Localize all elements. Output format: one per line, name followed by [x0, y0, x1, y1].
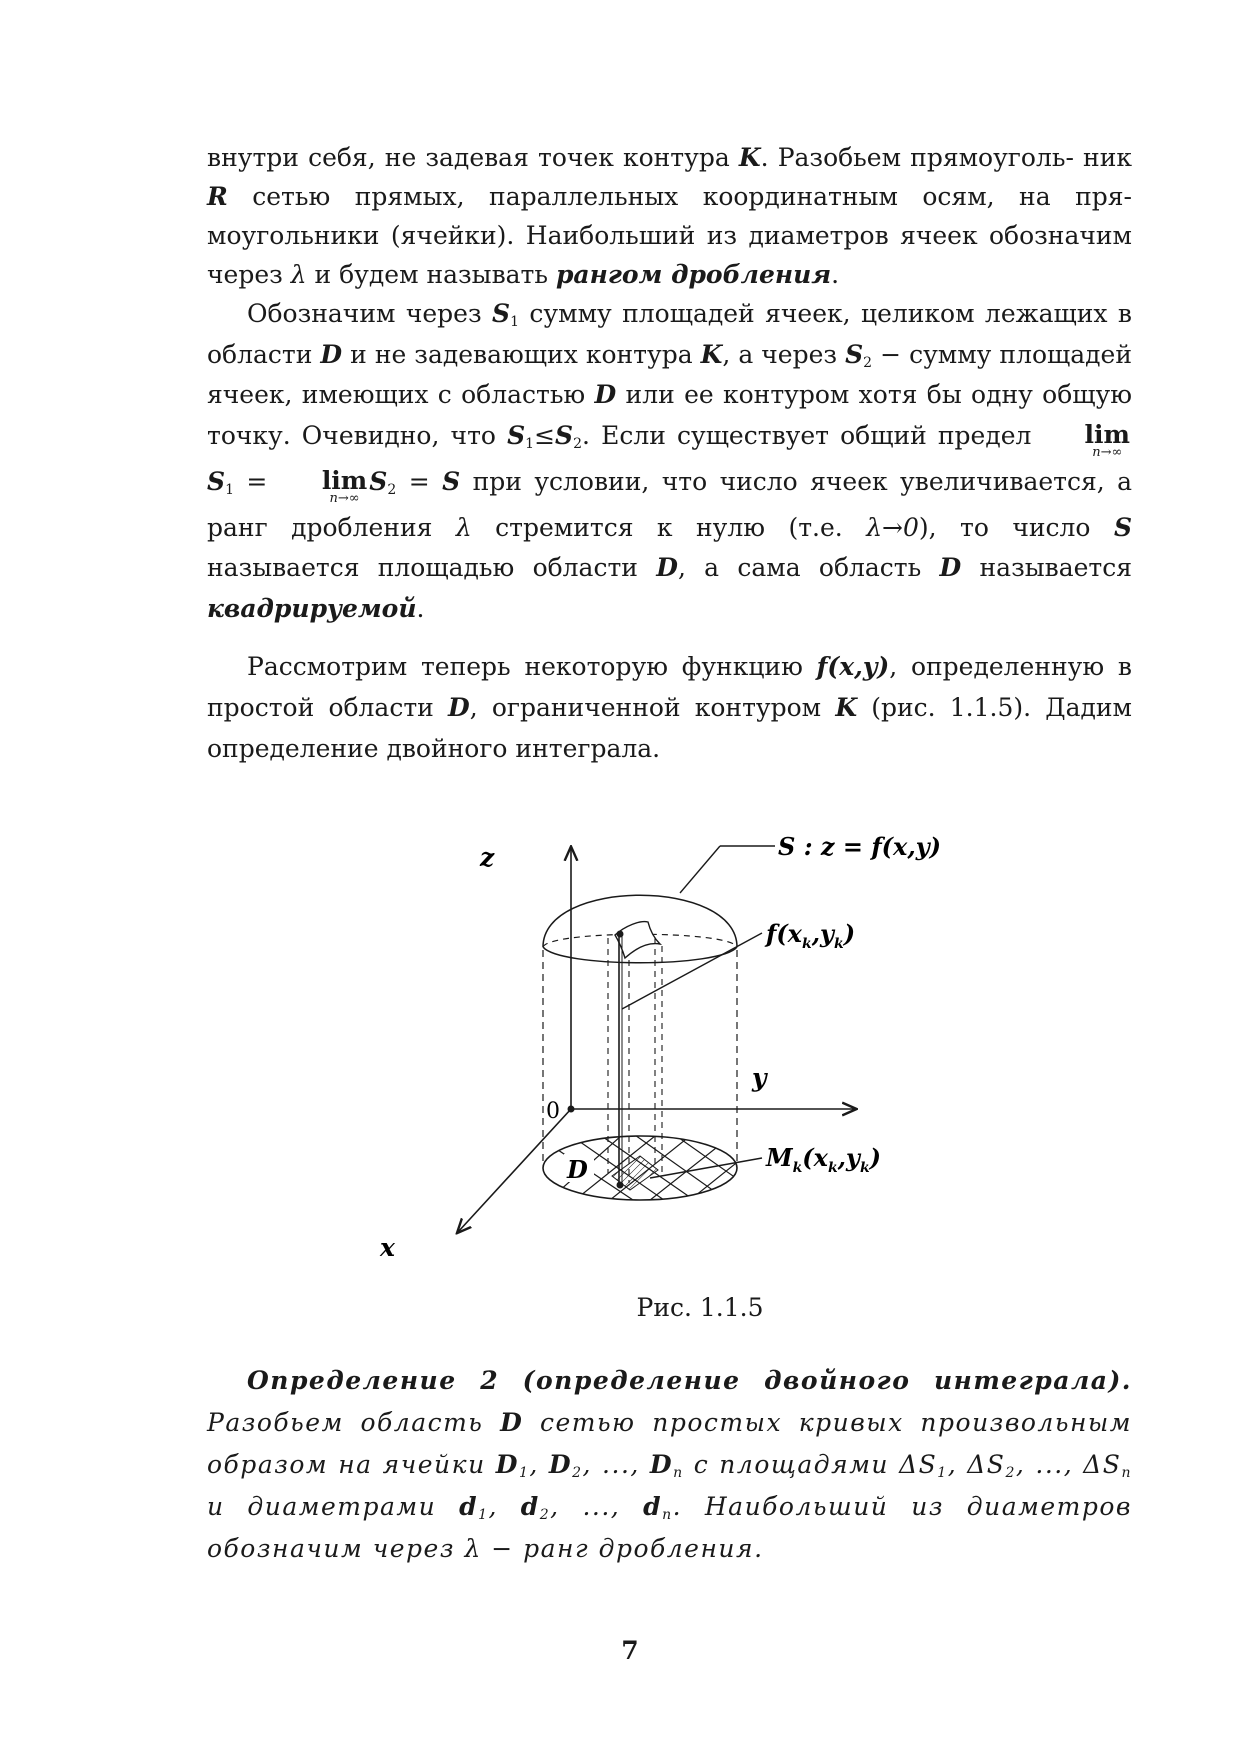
paragraph-3: Рассмотрим теперь некоторую функцию f(x,y), определенную в простой области D, ограниченной контуром K (рис. 1.1.5). Дадим определение двойного интеграла.: [207, 652, 1133, 763]
paragraph-1: внутри себя, не задевая точек контура K. Разобьем прямоуголь- ник R сетью прямых, параллельных координатным осям, на пря- моугольники (ячейки). Наибольший из диаметров ячеек обозначим через λ и будем называть рангом дробления.: [207, 143, 1132, 289]
label-y: y: [752, 1063, 767, 1092]
origin-point: [568, 1106, 575, 1113]
limit-2: lim n→∞: [321, 465, 368, 506]
surface-point: [617, 931, 624, 938]
label-z: z: [480, 843, 495, 872]
point-Mk: [617, 1182, 624, 1189]
definition-title: Определение 2 (определение двойного интеграла).: [247, 1366, 1132, 1395]
term-kvadr: квадрируемой: [207, 593, 417, 623]
figure-caption: Рис. 1.1.5: [636, 1293, 764, 1322]
label-surface: S : z = f(x,y): [778, 832, 941, 861]
paragraph-2: Обозначим через $S_1$ сумму площадей ячеек, целиком лежащих в области D и не задевающих контура K, а через $S_2$ − сумму площадей ячеек, имеющих с областью D или ее контуром хотя бы одну общую точку. Очевидно, что $S_1\le S_2$. Если существует общий предел lim n→∞ $S_1$ = lim n→∞ $S_2 = S$ при условии, что число ячеек увеличивается, а ранг дробления λ стремится к нулю (т.е. λ→0), то число S называется площадью области D, а сама область D называется квадрируемой.: [207, 299, 1133, 623]
label-zero: 0: [546, 1099, 560, 1124]
label-fxk: $f(x_k,y_k)$: [766, 919, 856, 952]
label-Mk: $M_k(x_k,y_k)$: [766, 1143, 882, 1176]
limit-1: lim n→∞: [1084, 419, 1130, 460]
label-D: D: [567, 1155, 588, 1184]
figure-1-1-5: [380, 832, 1040, 1278]
page-number: 7: [621, 1636, 639, 1665]
term-rang: рангом дробления: [555, 260, 832, 289]
x-axis: [458, 1109, 571, 1232]
definition-2: Определение 2 (определение двойного интеграла). Разобьем область D сетью простых кривых произвольным образом на ячейки $D_1$, $D_2$, ..., $D_n$ с площадями $\Delta S_1$, $\Delta S_2$, ..., $\Delta S_n$ и диаметрами $d_1$, $d_2$, ..., $d_n$. Наибольший из диаметров обозначим через λ − ранг дробления.: [207, 1366, 1133, 1563]
label-x: x: [380, 1233, 395, 1262]
